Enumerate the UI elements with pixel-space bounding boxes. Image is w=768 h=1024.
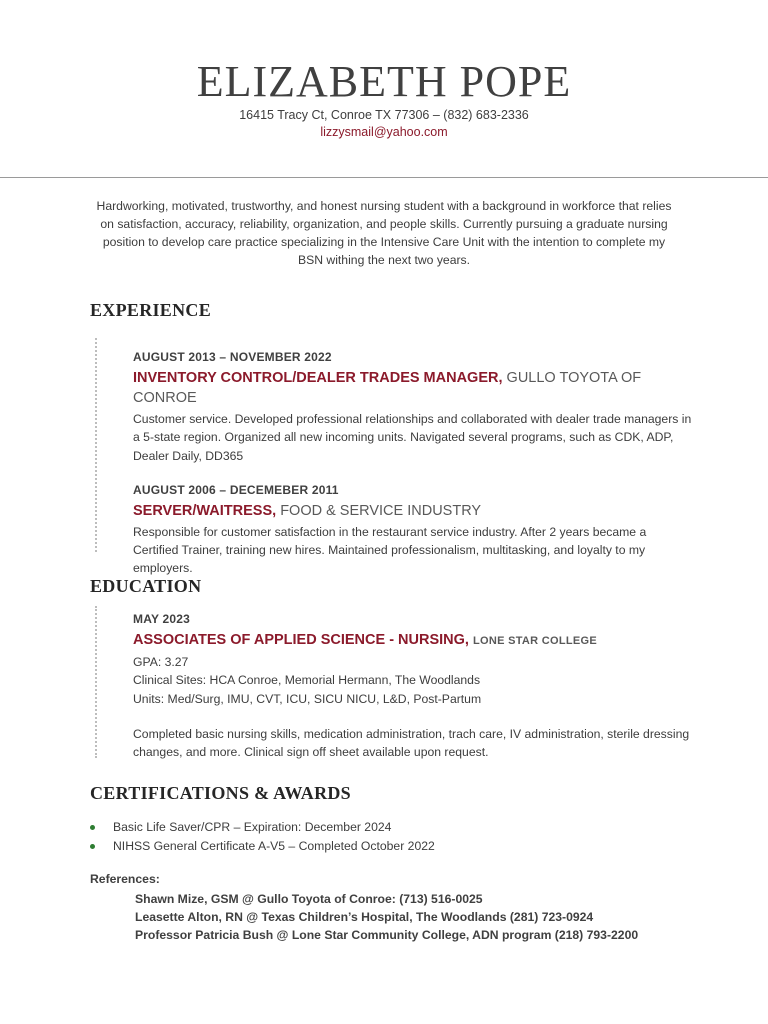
summary-paragraph: Hardworking, motivated, trustworthy, and honest nursing student with a background in workforce that relies on satisfaction, accuracy, reliability, organization, and people skills. Currently pursuing a graduate nursing position to develop care practice specializing in the Intensive Care Unit with the intention to complete my BSN withing the next two years.: [96, 199, 672, 267]
job-description: Customer service. Developed professional relationships and collaborated with dealer trade managers in a 5-state region. Organized all new incoming units. Navigated several programs, such as CDK, ADP, Dealer Daily, DD365: [133, 412, 692, 463]
certification-text: Basic Life Saver/CPR – Expiration: December 2024: [113, 820, 392, 834]
certifications-heading: CERTIFICATIONS & AWARDS: [90, 783, 351, 803]
education-section: [133, 611, 693, 761]
job-title: SERVER/WAITRESS,: [133, 502, 277, 519]
job-entry: [133, 482, 693, 578]
education-gpa: GPA: 3.27: [133, 655, 189, 669]
job-title-line: [133, 501, 693, 521]
job-entry: [133, 349, 693, 465]
reference-item: Shawn Mize, GSM @ Gullo Toyota of Conroe: (713) 516-0025: [135, 892, 483, 906]
list-item: [90, 818, 435, 837]
clinical-units: Units: Med/Surg, IMU, CVT, ICU, SICU NICU, L&D, Post-Partum: [133, 691, 482, 706]
job-company: GULLO TOYOTA OF CONROE: [133, 370, 642, 406]
contact-info: 16415 Tracy Ct, Conroe TX 77306 – (832) 683-2336: [239, 108, 529, 122]
job-title: INVENTORY CONTROL/DEALER TRADES MANAGER,: [133, 370, 503, 386]
experience-section: [133, 349, 693, 578]
bullet-icon: [90, 844, 95, 849]
clinical-sites: Clinical Sites: HCA Conroe, Memorial Hermann, The Woodlands: [133, 673, 481, 688]
job-description: Responsible for customer satisfaction in the restaurant service industry. After 2 years became a Certified Trainer, training new hires. Maintained professionalism, multitasking, and loyalty to my employers.: [133, 524, 647, 576]
list-item: [90, 837, 435, 856]
degree-line: [133, 630, 693, 651]
experience-timeline-divider: [95, 338, 97, 552]
email-link[interactable]: lizzysmail@yahoo.com: [320, 125, 448, 139]
education-heading: EDUCATION: [90, 576, 202, 596]
reference-item: Leasette Alton, RN @ Texas Children’s Hospital, The Woodlands (281) 723-0924: [135, 910, 594, 924]
degree-title: ASSOCIATES OF APPLIED SCIENCE - NURSING,: [133, 632, 469, 648]
job-dates: AUGUST 2013 – NOVEMBER 2022: [133, 350, 332, 364]
job-title-line: [133, 368, 693, 408]
education-description: Completed basic nursing skills, medication administration, trach care, IV administration, sterile dressing changes, and more. Clinical sign off sheet available upon request.: [133, 726, 690, 760]
experience-heading: EXPERIENCE: [90, 300, 212, 320]
job-dates: AUGUST 2006 – DECEMEBER 2011: [133, 482, 339, 497]
header-divider: [0, 177, 768, 178]
references-list: [135, 890, 638, 944]
reference-item: Professor Patricia Bush @ Lone Star Community College, ADN program (218) 793-2200: [135, 928, 639, 942]
school-name: LONE STAR COLLEGE: [472, 635, 598, 647]
education-timeline-divider: [95, 606, 97, 758]
resume-name: ELIZABETH POPE: [196, 57, 572, 106]
bullet-icon: [90, 825, 95, 830]
certifications-list: [90, 818, 435, 856]
references-title: References:: [90, 872, 160, 886]
certification-text: NIHSS General Certificate A-V5 – Completed October 2022: [113, 839, 435, 853]
job-company: FOOD & SERVICE INDUSTRY: [280, 502, 482, 519]
education-date: MAY 2023: [133, 612, 190, 626]
